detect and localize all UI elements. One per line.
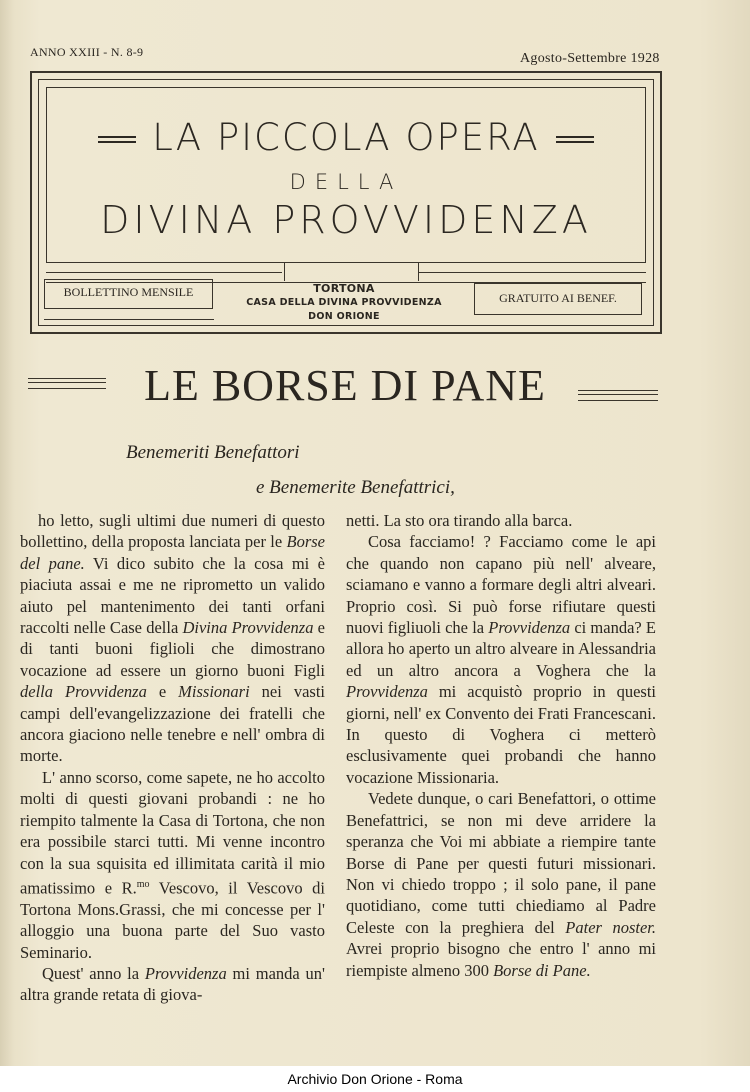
- free-distribution-label: GRATUITO AI BENEF.: [499, 291, 617, 305]
- decorative-dash-right: [556, 136, 594, 143]
- salutation-benefactors: Benemeriti Benefattori: [126, 442, 300, 463]
- headline-rule-right: [578, 390, 658, 401]
- masthead-line2: DELLA: [289, 170, 403, 194]
- text-column-left: [20, 510, 325, 1006]
- center-founder: DON ORIONE: [308, 311, 380, 322]
- band-rule-left: [46, 272, 282, 273]
- archive-footer: Archivio Don Orione - Roma: [0, 1066, 750, 1092]
- paragraph: netti. La sto ora tirando alla barca.: [346, 511, 573, 530]
- masthead-title-box: [46, 87, 646, 263]
- paragraph: ho letto, sugli ultimi due numeri di questo bollettino, della proposta lanciata per le Borse del pane. Vi dico subito che la cosa mi è piaciuta assai e me ne riprometto un valido aiuto pel mantenimento dei tanti orfani raccolti nelle Case della Divina Provvidenza e di tanti buoni figlioli che dimostrano vocazione ad essere un giorno buoni Figli della Provvidenza e Missionari nei vasti campi dell'evangelizzazione dei fratelli che ancora giaciono nelle tenebre e nell' ombra di morte.: [20, 511, 325, 766]
- issue-number: ANNO XXIII - N. 8-9: [30, 45, 144, 59]
- masthead-line3: DIVINA PROVVIDENZA: [100, 198, 592, 242]
- band-divider-right: [418, 263, 419, 281]
- band-divider-left: [284, 263, 285, 281]
- band-rule-right: [418, 272, 646, 273]
- paragraph: Vedete dunque, o cari Benefattori, o ottime Benefattrici, se non mi deve arridere la speranza che Voi mi abbiate a riempire tante Borse di Pane per questi futuri missionari. Non vi chiedo troppo ; il solo pane, il pane quotidiano, come tutti chiediamo al Padre Celeste con la preghiera del Pater noster. Avrei proprio bisogno che entro l' anno mi riempiste almeno 300 Borse di Pane.: [346, 789, 656, 980]
- paragraph: L' anno scorso, come sapete, ne ho accolto molti di questi giovani probandi : ne ho riempito talmente la Casa di Tortona, che non era possibile starci tutti. Mi venne incontro con la sua squisita ed illimitata carità il mio amatissimo e R.$^{mo}$ Vescovo, il Vescovo di Tortona Mons.Grassi, che mi concesse per l' alloggio una buona parte del Suo vasto Seminario.: [20, 767, 325, 962]
- monthly-bulletin-label: BOLLETTINO MENSILE: [63, 285, 194, 299]
- left-under-rule: [44, 319, 214, 320]
- article-title: LE BORSE DI PANE: [144, 361, 546, 410]
- paragraph: Quest' anno la Provvidenza mi manda un' altra grande retata di giova-: [20, 964, 326, 1005]
- text-column-right: [346, 510, 656, 981]
- issue-date: Agosto-Settembre 1928: [520, 51, 660, 66]
- center-city: TORTONA: [313, 282, 375, 295]
- center-house: CASA DELLA DIVINA PROVVIDENZA: [246, 297, 442, 308]
- masthead-line1-row: [47, 116, 645, 159]
- masthead-line1: LA PICCOLA OPERA: [152, 116, 540, 159]
- paragraph: Cosa facciamo! ? Facciamo come le api che quando non capano più nell' alveare, sciamano e vanno a formare degli altri alveari. Proprio così. Si può forse rifiutare questi nuovi figliuoli che la Provvidenza ci manda? E allora ho aperto un altro alveare in Alessandria ed un altro ancora a Voghera che la Provvidenza mi acquistò proprio in questi giorni, nell' ex Convento dei Frati Francescani. In questo di Voghera ci metterò esclusivamente quei probandi che hanno vocazione Missionaria.: [346, 532, 656, 787]
- salutation-benefactresses: e Benemerite Benefattrici,: [256, 477, 455, 498]
- decorative-dash-left: [98, 136, 136, 143]
